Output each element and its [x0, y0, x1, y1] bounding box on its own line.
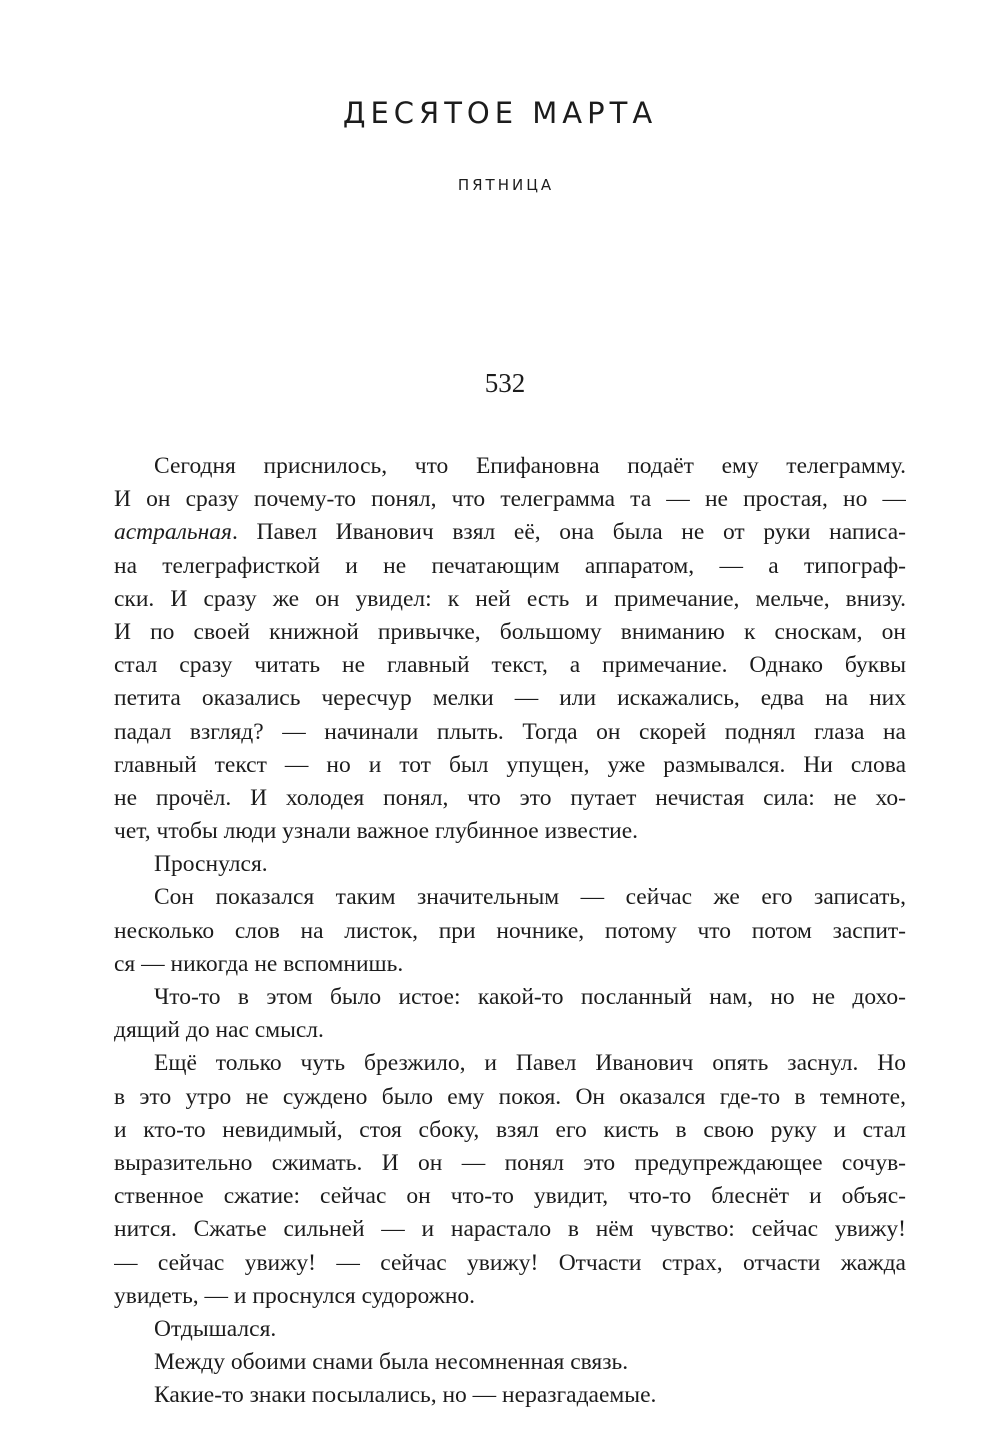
text-line: ся — никогда не вспомнишь. [114, 950, 404, 977]
text-line: нится. Сжатье сильней — и нарастало в нём чувство: сейчас увижу! [114, 1216, 906, 1243]
text-segment: . Павел Иванович взял её, она была не от руки написа- [231, 519, 906, 546]
text-line: — сейчас увижу! — сейчас увижу! Отчасти страх, отчасти жажда [114, 1249, 906, 1276]
text-line: ственное сжатие: сейчас он что-то увидит, что-то блеснёт и объяс- [114, 1183, 906, 1210]
text-line: Между обоими снами была несомненная связь. [154, 1349, 629, 1376]
text-line: Ещё только чуть брезжило, и Павел Иванович опять заснул. Но [154, 1050, 906, 1077]
text-line: чет, чтобы люди узнали важное глубинное известие. [114, 818, 638, 845]
paragraph [114, 1379, 906, 1412]
paragraph [114, 1346, 906, 1379]
paragraph [114, 981, 906, 1047]
text-line: И по своей книжной привычке, большому вниманию к сноскам, он [114, 618, 906, 645]
text-line: Сон показался таким значительным — сейчас же его записать, [154, 884, 906, 911]
text-line: петита оказались чересчур мелки — или искажались, едва на них [114, 685, 906, 712]
text-line: стал сразу читать не главный текст, а примечание. Однако буквы [114, 652, 906, 679]
text-line: не прочёл. И холодея понял, что это путает нечистая сила: не хо- [114, 784, 906, 811]
text-line: дящий до нас смысл. [114, 1017, 324, 1044]
entry-number: 532 [484, 368, 526, 398]
italic-word: астральная [114, 519, 232, 546]
chapter-title: ДЕСЯТОЕ МАРТА [342, 96, 658, 130]
text-line: выразительно сжимать. И он — понял это предупреждающее сочув- [114, 1149, 906, 1176]
text-line: в это утро не суждено было ему покоя. Он оказался где-то в темноте, [114, 1083, 906, 1110]
text-line: главный текст — но и тот был упущен, уже размывался. Ни слова [114, 751, 906, 778]
text-line: на телеграфисткой и не печатающим аппаратом, — а типограф- [114, 552, 906, 579]
paragraph [114, 1047, 906, 1313]
text-line: Отдышался. [154, 1315, 277, 1342]
text-line: И он сразу почему-то понял, что телеграмма та — не простая, но — [114, 486, 906, 513]
text-line: несколько слов на листок, при ночнике, потому что потом заспит- [114, 917, 906, 944]
text-line: Какие-то знаки посылались, но — неразгадаемые. [154, 1382, 657, 1409]
text-line: Сегодня приснилось, что Епифановна подаёт ему телеграмму. [154, 453, 906, 479]
paragraph [114, 848, 906, 881]
text-line: Что-то в этом было истое: какой-то посланный нам, но не дохо- [154, 984, 906, 1010]
text-line: увидеть, — и проснулся судорожно. [114, 1282, 476, 1309]
text-line [114, 516, 906, 549]
text-line: падал взгляд? — начинали плыть. Тогда он скорей поднял глаза на [114, 718, 906, 745]
body-text [114, 450, 906, 1412]
paragraph [114, 1313, 906, 1346]
paragraph [114, 881, 906, 981]
weekday-subtitle: ПЯТНИЦА [457, 176, 555, 194]
text-line: ски. И сразу же он увидел: к ней есть и примечание, мельче, внизу. [114, 585, 906, 612]
text-line: и кто-то невидимый, стоя сбоку, взял его кисть в свою руку и стал [114, 1116, 906, 1143]
text-line: Проснулся. [154, 851, 268, 878]
paragraph [114, 450, 906, 848]
